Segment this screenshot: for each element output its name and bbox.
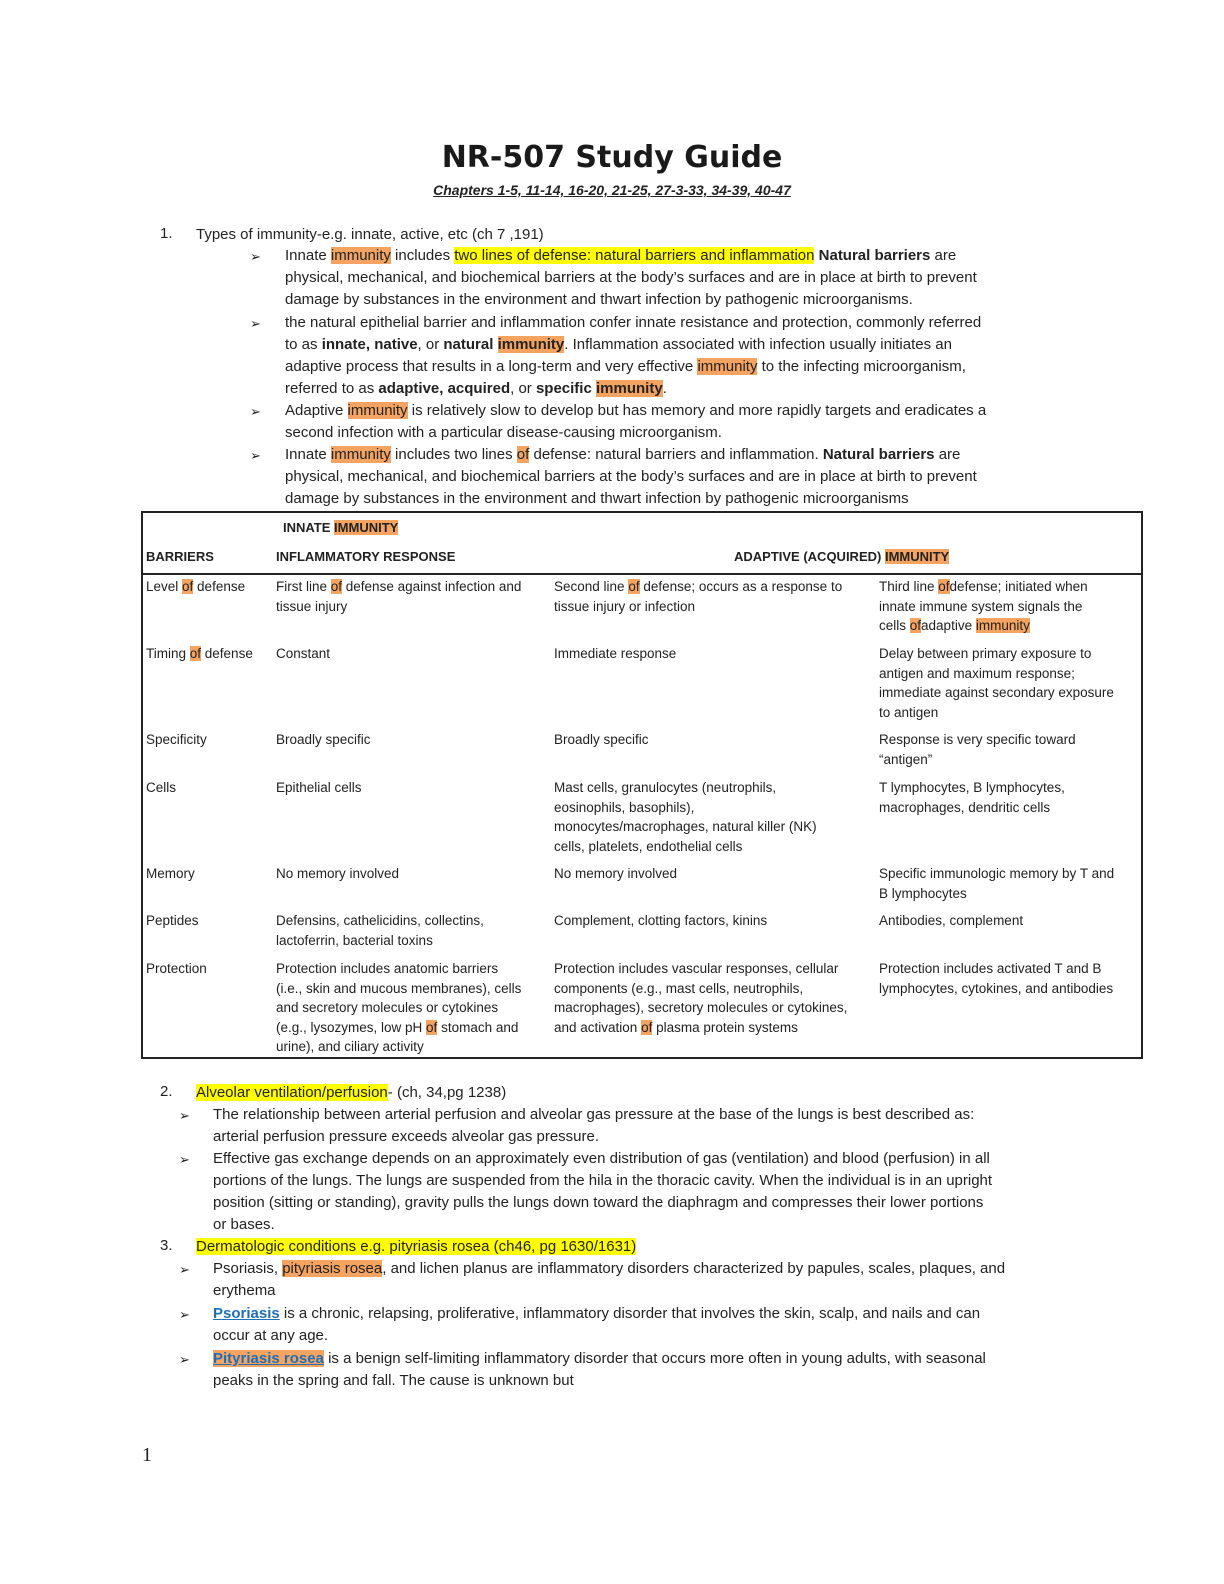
psoriasis-link[interactable]: Psoriasis bbox=[213, 1305, 280, 1322]
table-row-label: Peptides bbox=[146, 913, 199, 928]
arrowhead-bullet-icon: ➢ bbox=[179, 1262, 190, 1277]
table-cell: Broadly specific bbox=[276, 732, 371, 747]
table-header-inflammatory: INFLAMMATORY RESPONSE bbox=[276, 549, 456, 564]
page-number: 1 bbox=[142, 1444, 152, 1466]
bullet-text: Effective gas exchange depends on an approximately even distribution of gas (ventilation) and blood (perfusion) in all portions of the lungs. The lungs are suspended from the hila in the thoracic cavity. When the individual is in an upright position (sitting or standing), gravity pulls the lungs down toward the diaphragm and compresses their lower portions or bases. bbox=[213, 1150, 993, 1233]
table-header-innate: INNATE IMMUNITY bbox=[283, 520, 399, 535]
table-cell: Complement, clotting factors, kinins bbox=[554, 913, 768, 928]
table-cell: Defensins, cathelicidins, collectins, lactoferrin, bacterial toxins bbox=[276, 913, 484, 948]
arrowhead-bullet-icon: ➢ bbox=[179, 1352, 190, 1367]
bullet-text: The relationship between arterial perfusion and alveolar gas pressure at the base of the lungs is best described as: arterial perfusion pressure exceeds alveolar gas pressure. bbox=[213, 1106, 975, 1145]
table-cell: Antibodies, complement bbox=[879, 913, 1024, 928]
table-row-label: Level of defense bbox=[146, 579, 246, 594]
table-cell: Specific immunologic memory by T and B lymphocytes bbox=[879, 866, 1115, 901]
table-cell: T lymphocytes, B lymphocytes, macrophages, dendritic cells bbox=[879, 780, 1065, 815]
bullet-text: Innate immunity includes two lines of defense: natural barriers and inflammation Natural barriers are physical, mechanical, and biochemical barriers at the body’s surfaces and are in place at birth to prevent damage by substances in the environment and thwart infection by pathogenic microorganisms. bbox=[285, 247, 977, 308]
arrowhead-bullet-icon: ➢ bbox=[250, 316, 261, 331]
table-row-label: Protection bbox=[146, 961, 207, 976]
table-divider bbox=[143, 573, 1141, 575]
table-row-label: Specificity bbox=[146, 732, 207, 747]
table-cell: Mast cells, granulocytes (neutrophils, eosinophils, basophils), monocytes/macrophages, natural killer (NK) cells, platelets, endothelial cells bbox=[554, 780, 817, 854]
bullet-text: Adaptive immunity is relatively slow to develop but has memory and more rapidly targets and eradicates a second infection with a particular disease-causing microorganism. bbox=[285, 402, 987, 441]
table-row-label: Timing of defense bbox=[146, 646, 253, 661]
table-header-adaptive: ADAPTIVE (ACQUIRED) IMMUNITY bbox=[734, 549, 950, 564]
document-subtitle: Chapters 1-5, 11-14, 16-20, 21-25, 27-3-33, 34-39, 40-47 bbox=[433, 182, 791, 198]
table-cell: Third line ofdefense; initiated when innate immune system signals the cells ofadaptive immunity bbox=[879, 579, 1088, 633]
table-cell: Immediate response bbox=[554, 646, 677, 661]
table-cell: No memory involved bbox=[554, 866, 678, 881]
section-number: 1. bbox=[160, 225, 173, 242]
table-cell: Broadly specific bbox=[554, 732, 649, 747]
table-cell: Second line of defense; occurs as a response to tissue injury or infection bbox=[554, 579, 843, 614]
table-cell: No memory involved bbox=[276, 866, 400, 881]
table-cell: Protection includes anatomic barriers (i.e., skin and mucous membranes), cells and secretory molecules or cytokines (e.g., lysozymes, low pH of stomach and urine), and ciliary activity bbox=[276, 961, 522, 1054]
section-heading: Alveolar ventilation/perfusion- (ch, 34,pg 1238) bbox=[196, 1084, 507, 1101]
arrowhead-bullet-icon: ➢ bbox=[250, 404, 261, 419]
table-cell: Protection includes vascular responses, cellular components (e.g., mast cells, neutrophils, macrophages), secretory molecules or cytokines, and activation of plasma protein systems bbox=[554, 961, 848, 1035]
section-heading: Dermatologic conditions e.g. pityriasis rosea (ch46, pg 1630/1631) bbox=[196, 1238, 637, 1255]
bullet-text: Psoriasis, pityriasis rosea, and lichen planus are inflammatory disorders characterized by papules, scales, plaques, and erythema bbox=[213, 1260, 1006, 1299]
table-cell: Constant bbox=[276, 646, 331, 661]
arrowhead-bullet-icon: ➢ bbox=[179, 1108, 190, 1123]
table-row-label: Memory bbox=[146, 866, 195, 881]
table-header-barriers: BARRIERS bbox=[146, 549, 214, 564]
section-number: 3. bbox=[160, 1237, 173, 1254]
bullet-text: the natural epithelial barrier and inflammation confer innate resistance and protection, commonly referred to as innate, native, or natural immunity. Inflammation associated with infection usually initiates an adaptive process that results in a long-term and very effective immunity to the infecting microorganism, referred to as adaptive, acquired, or specific immunity. bbox=[285, 314, 982, 397]
table-cell: Delay between primary exposure to antigen and maximum response; immediate against secondary exposure to antigen bbox=[879, 646, 1114, 720]
section-heading: Types of immunity-e.g. innate, active, etc (ch 7 ,191) bbox=[196, 226, 544, 243]
immunity-comparison-table bbox=[141, 511, 1143, 1059]
table-cell: Protection includes activated T and B lymphocytes, cytokines, and antibodies bbox=[879, 961, 1114, 996]
arrowhead-bullet-icon: ➢ bbox=[179, 1152, 190, 1167]
document-title: NR-507 Study Guide bbox=[441, 140, 783, 175]
arrowhead-bullet-icon: ➢ bbox=[250, 448, 261, 463]
bullet-text: Pityriasis rosea is a benign self-limiting inflammatory disorder that occurs more often in young adults, with seasonal peaks in the spring and fall. The cause is unknown but bbox=[213, 1350, 986, 1389]
table-cell: First line of defense against infection and tissue injury bbox=[276, 579, 522, 614]
arrowhead-bullet-icon: ➢ bbox=[250, 249, 261, 264]
table-cell: Response is very specific toward “antigen” bbox=[879, 732, 1076, 767]
table-cell: Epithelial cells bbox=[276, 780, 362, 795]
bullet-text: Innate immunity includes two lines of defense: natural barriers and inflammation. Natural barriers are physical, mechanical, and biochemical barriers at the body’s surfaces and are in place at birth to prevent damage by substances in the environment and thwart infection by pathogenic microorganisms bbox=[285, 446, 977, 507]
arrowhead-bullet-icon: ➢ bbox=[179, 1307, 190, 1322]
pityriasis-rosea-link[interactable]: Pityriasis rosea bbox=[213, 1350, 324, 1367]
section-number: 2. bbox=[160, 1083, 173, 1100]
bullet-text: Psoriasis is a chronic, relapsing, proliferative, inflammatory disorder that involves the skin, scalp, and nails and can occur at any age. bbox=[213, 1305, 981, 1344]
table-row-label: Cells bbox=[146, 780, 177, 795]
